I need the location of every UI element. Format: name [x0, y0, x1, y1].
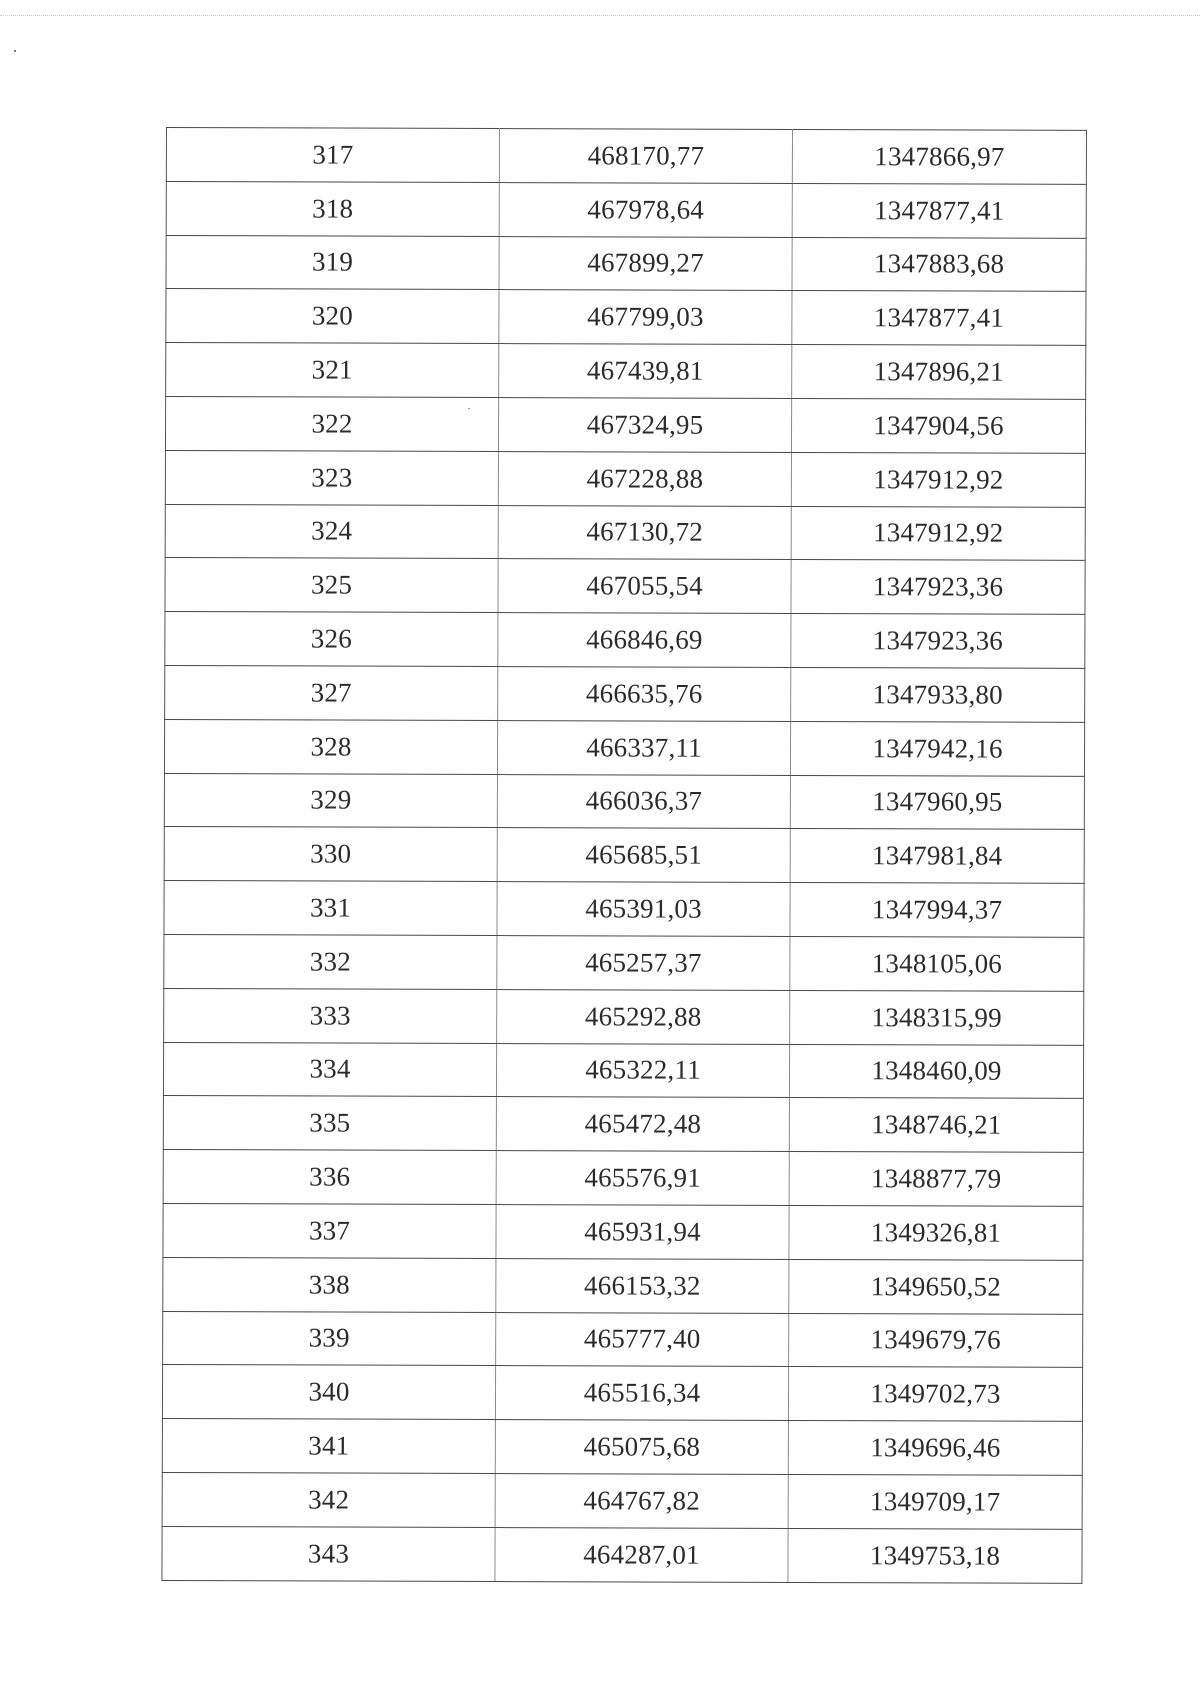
table-row — [166, 343, 1086, 400]
table-row — [166, 181, 1086, 238]
y-coordinate-cell: 1347923,36 — [791, 560, 1085, 615]
table-row — [164, 881, 1084, 938]
point-number-cell: 343 — [162, 1526, 495, 1581]
table-row — [162, 1526, 1082, 1583]
point-number-cell: 335 — [163, 1096, 496, 1151]
x-coordinate-cell: 466153,32 — [496, 1258, 789, 1313]
table-row — [165, 665, 1085, 722]
y-coordinate-cell: 1347960,95 — [790, 775, 1084, 830]
x-coordinate-cell: 467055,54 — [498, 559, 791, 614]
table-row — [166, 289, 1086, 346]
y-coordinate-cell: 1347933,80 — [791, 667, 1085, 722]
table-row — [165, 396, 1085, 453]
x-coordinate-cell: 464767,82 — [495, 1473, 788, 1528]
point-number-cell: 334 — [163, 1042, 496, 1097]
x-coordinate-cell: 467978,64 — [499, 182, 792, 237]
y-coordinate-cell: 1347912,92 — [791, 452, 1085, 507]
table-row — [163, 1203, 1083, 1260]
y-coordinate-cell: 1348315,99 — [790, 990, 1084, 1045]
table-row — [163, 1257, 1083, 1314]
y-coordinate-cell: 1348105,06 — [790, 936, 1084, 991]
y-coordinate-cell: 1347896,21 — [792, 345, 1086, 400]
point-number-cell: 340 — [162, 1365, 495, 1420]
table-row — [163, 1042, 1083, 1099]
table-row — [163, 1096, 1083, 1153]
point-number-cell: 332 — [164, 934, 497, 989]
x-coordinate-cell: 467228,88 — [498, 451, 791, 506]
y-coordinate-cell: 1349709,17 — [788, 1474, 1082, 1529]
x-coordinate-cell: 465075,68 — [495, 1420, 788, 1475]
x-coordinate-cell: 465516,34 — [495, 1366, 788, 1421]
y-coordinate-cell: 1349679,76 — [789, 1313, 1083, 1368]
x-coordinate-cell: 465777,40 — [496, 1312, 789, 1367]
scan-edge-line — [0, 15, 1200, 16]
table-row — [166, 235, 1086, 292]
y-coordinate-cell: 1347942,16 — [790, 721, 1084, 776]
x-coordinate-cell: 465576,91 — [496, 1151, 789, 1206]
x-coordinate-cell: 465472,48 — [496, 1097, 789, 1152]
table-row — [163, 1311, 1083, 1368]
point-number-cell: 326 — [165, 612, 498, 667]
point-number-cell: 321 — [166, 343, 499, 398]
point-number-cell: 325 — [165, 558, 498, 613]
point-number-cell: 317 — [166, 128, 499, 183]
x-coordinate-cell: 465391,03 — [497, 882, 790, 937]
point-number-cell: 323 — [165, 450, 498, 505]
y-coordinate-cell: 1347904,56 — [791, 398, 1085, 453]
table-row — [164, 719, 1084, 776]
table-row — [162, 1365, 1082, 1422]
table-row — [164, 773, 1084, 830]
x-coordinate-cell: 465292,88 — [497, 989, 790, 1044]
y-coordinate-cell: 1347877,41 — [792, 291, 1086, 346]
x-coordinate-cell: 466846,69 — [498, 613, 791, 668]
point-number-cell: 336 — [163, 1150, 496, 1205]
x-coordinate-cell: 465257,37 — [497, 935, 790, 990]
x-coordinate-cell: 465931,94 — [496, 1204, 789, 1259]
point-number-cell: 329 — [164, 773, 497, 828]
table-row — [165, 450, 1085, 507]
x-coordinate-cell: 465685,51 — [497, 828, 790, 883]
point-number-cell: 330 — [164, 827, 497, 882]
point-number-cell: 342 — [162, 1472, 495, 1527]
point-number-cell: 324 — [165, 504, 498, 559]
table-row — [164, 934, 1084, 991]
table-row — [166, 128, 1086, 185]
table-row — [164, 827, 1084, 884]
y-coordinate-cell: 1347883,68 — [792, 237, 1086, 292]
point-number-cell: 337 — [163, 1203, 496, 1258]
table-row — [162, 1472, 1082, 1529]
point-number-cell: 338 — [163, 1257, 496, 1312]
x-coordinate-cell: 466036,37 — [497, 774, 790, 829]
y-coordinate-cell: 1347994,37 — [790, 883, 1084, 938]
y-coordinate-cell: 1349326,81 — [789, 1205, 1083, 1260]
x-coordinate-cell: 467799,03 — [499, 290, 792, 345]
table-row — [164, 988, 1084, 1045]
x-coordinate-cell: 467324,95 — [498, 398, 791, 453]
y-coordinate-cell: 1347866,97 — [792, 129, 1086, 184]
point-number-cell: 339 — [163, 1311, 496, 1366]
x-coordinate-cell: 466635,76 — [498, 667, 791, 722]
y-coordinate-cell: 1347923,36 — [791, 614, 1085, 669]
table-row — [162, 1419, 1082, 1476]
y-coordinate-cell: 1349702,73 — [788, 1367, 1082, 1422]
coordinates-table — [161, 127, 1087, 1583]
x-coordinate-cell: 466337,11 — [497, 720, 790, 775]
x-coordinate-cell: 467439,81 — [499, 344, 792, 399]
point-number-cell: 319 — [166, 235, 499, 290]
table-row — [163, 1150, 1083, 1207]
y-coordinate-cell: 1348460,09 — [789, 1044, 1083, 1099]
x-coordinate-cell: 464287,01 — [495, 1527, 788, 1582]
coordinates-table-body — [162, 128, 1087, 1583]
x-coordinate-cell: 465322,11 — [496, 1043, 789, 1098]
point-number-cell: 333 — [164, 988, 497, 1043]
point-number-cell: 328 — [164, 719, 497, 774]
table-row — [165, 504, 1085, 561]
x-coordinate-cell: 467130,72 — [498, 505, 791, 560]
y-coordinate-cell: 1348746,21 — [789, 1098, 1083, 1153]
point-number-cell: 327 — [165, 665, 498, 720]
x-coordinate-cell: 467899,27 — [499, 236, 792, 291]
table-row — [165, 558, 1085, 615]
point-number-cell: 341 — [162, 1419, 495, 1474]
point-number-cell: 322 — [165, 396, 498, 451]
y-coordinate-cell: 1347877,41 — [792, 183, 1086, 238]
point-number-cell: 318 — [166, 181, 499, 236]
y-coordinate-cell: 1349696,46 — [788, 1421, 1082, 1476]
table-row — [165, 612, 1085, 669]
y-coordinate-cell: 1347981,84 — [790, 829, 1084, 884]
scan-speck — [14, 50, 16, 52]
y-coordinate-cell: 1348877,79 — [789, 1152, 1083, 1207]
y-coordinate-cell: 1347912,92 — [791, 506, 1085, 561]
point-number-cell: 331 — [164, 881, 497, 936]
x-coordinate-cell: 468170,77 — [499, 129, 792, 184]
y-coordinate-cell: 1349650,52 — [789, 1259, 1083, 1314]
point-number-cell: 320 — [166, 289, 499, 344]
y-coordinate-cell: 1349753,18 — [788, 1528, 1082, 1583]
